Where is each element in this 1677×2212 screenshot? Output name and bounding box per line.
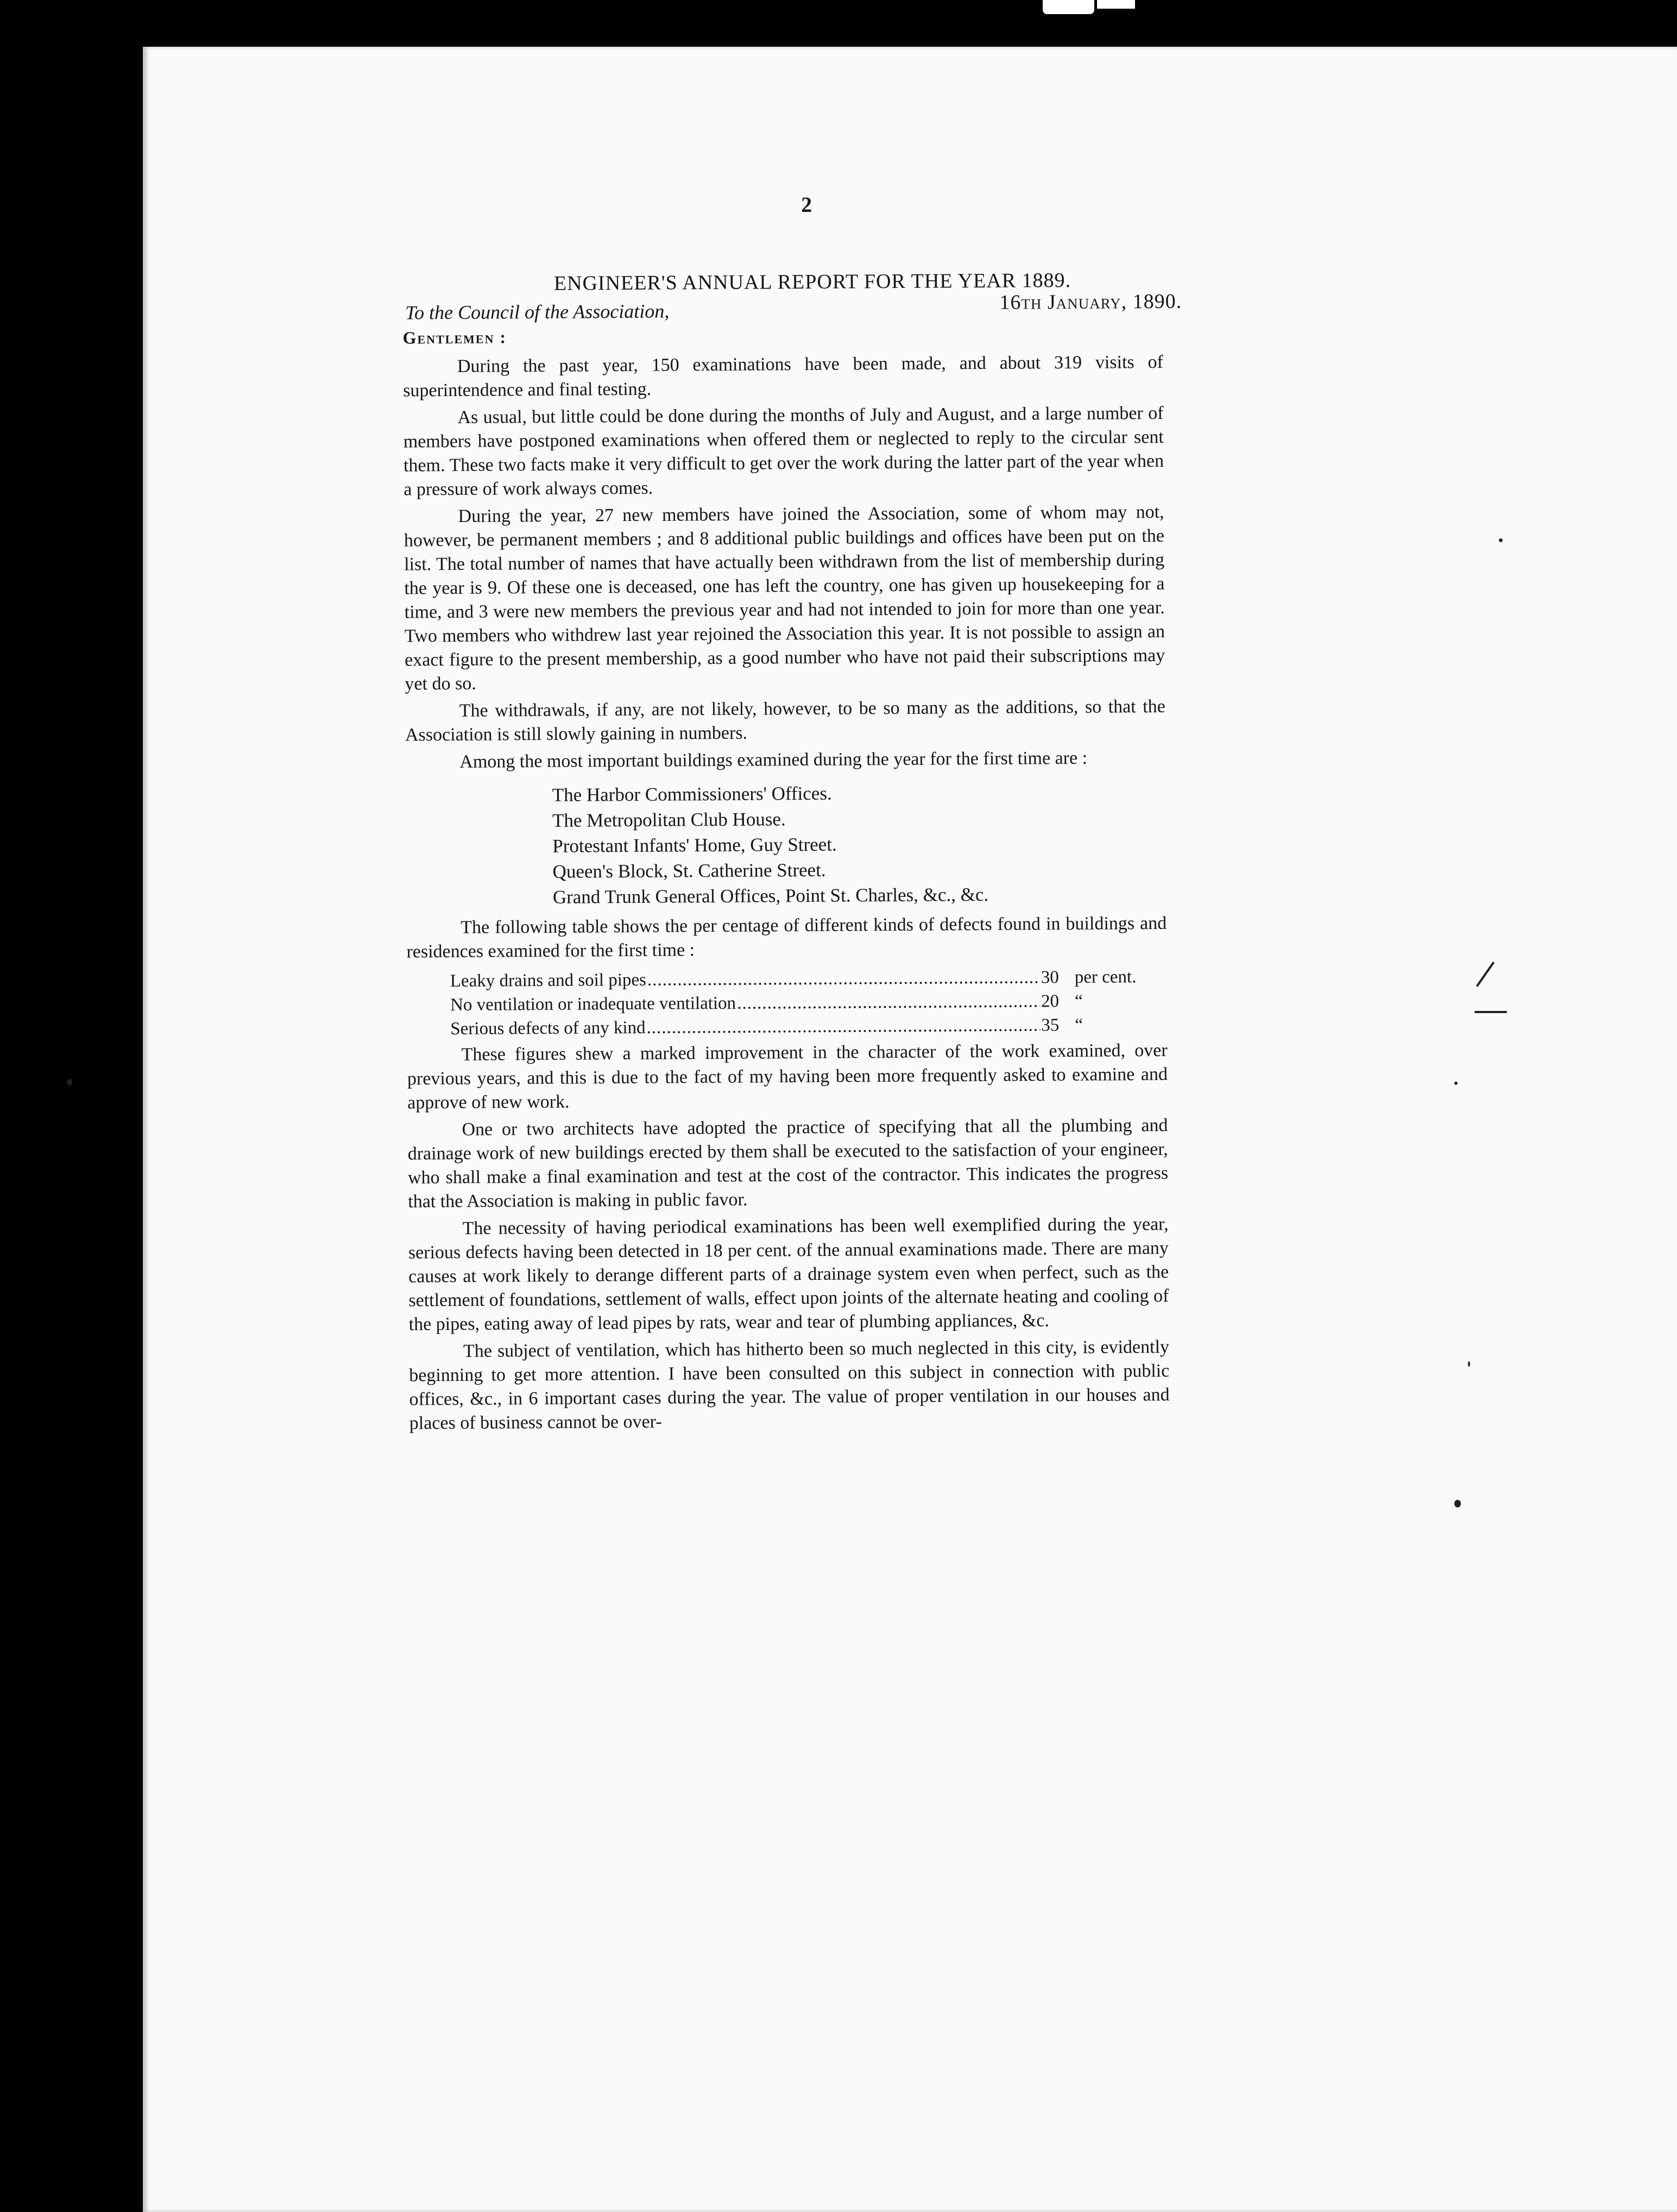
defect-value: 20 (1041, 991, 1060, 1011)
scan-speck (1474, 1011, 1507, 1013)
paragraph: During the past year, 150 examinations have been made, and about 319 visits of superintendence and final testing. (403, 352, 1164, 401)
paragraph: One or two architects have adopted the practice of specifying that all the plumbing and drainage work of new buildings erected by them shall be executed to the satisfaction of your engineer, who shall make a final examination and test at the cost of the contractor. This indicates the progress that the Association is making in public favor. (407, 1115, 1169, 1212)
defect-label: Leaky drains and soil pipes (450, 970, 647, 991)
scan-speck (1468, 1361, 1470, 1367)
report-title: ENGINEER'S ANNUAL REPORT FOR THE YEAR 1889. (553, 269, 1071, 295)
scan-edge-artifact (1097, 0, 1135, 9)
paragraph: The necessity of having periodical examinations has been well exemplified during the year, serious defects having been detected in 18 per cent. of the annual examinations made. There are many causes at work likely to derange different parts of a drainage system even when perfect, such as the settlement of foundations, settlement of walls, effect upon joints of the alternate heating and cooling of the pipes, eating away of lead pipes by rats, wear and tear of plumbing appliances, &c. (408, 1214, 1169, 1335)
defect-value: 30 (1041, 967, 1059, 988)
defect-label: Serious defects of any kind (450, 1017, 646, 1039)
defects-table (450, 965, 1173, 1041)
paragraph: Among the most important buildings examined during the year for the first time are : (459, 747, 1088, 772)
dot-leader (646, 1013, 1040, 1039)
table-row (450, 1013, 1172, 1041)
salutation: Gentlemen : (402, 327, 507, 348)
dot-leader (647, 965, 1040, 991)
defect-unit: per cent. (1074, 967, 1137, 988)
scan-edge-artifact (1043, 0, 1094, 14)
list-item: Protestant Infants' Home, Guy Street. (552, 833, 837, 857)
paragraph: During the year, 27 new members have joined the Association, some of whom may not, however, be permanent members ; and 8 additional public buildings and offices have been put on the list. The total number of names that have actually been withdrawn from the list of membership during the year is 9. Of these one is deceased, one has left the country, one has given up housekeeping for a time, and 3 were new members the previous year and had not intended to join for more than one year. Two members who withdrew last year rejoined the Association this year. It is not possible to assign an exact figure to the present membership, as a good number who have not paid their subscriptions may yet do so. (404, 502, 1165, 694)
scan-speck (1454, 1082, 1458, 1085)
addressee: To the Council of the Association, (405, 300, 670, 324)
report-body (369, 191, 1191, 1439)
list-item: The Harbor Commissioners' Offices. (552, 782, 832, 806)
scan-speck (1499, 538, 1503, 542)
report-date: 16th January, 1890. (999, 290, 1182, 314)
addressee-row (370, 290, 1184, 326)
paragraph: These figures shew a marked improvement in the character of the work examined, over previous years, and this is due to the fact of my having been more frequently asked to examine and approve of new work. (407, 1040, 1168, 1113)
paragraph: As usual, but little could be done during the months of July and August, and a large number of members have postponed examinations when offered them or neglected to reply to the circular sent them. These two facts make it very difficult to get over the work during the latter part of the year when a pressure of work always comes. (403, 403, 1164, 500)
buildings-list (552, 778, 1188, 910)
defect-value: 35 (1041, 1015, 1060, 1035)
defect-unit: “ (1075, 1015, 1083, 1035)
paragraph: The withdrawals, if any, are not likely, however, to be so many as the additions, so that the Association is still slowly gaining in numbers. (405, 696, 1165, 745)
defect-label: No ventilation or inadequate ventilation (450, 993, 736, 1015)
list-item: Queen's Block, St. Catherine Street. (552, 859, 826, 882)
dot-leader (737, 989, 1040, 1015)
scan-speck (1454, 1500, 1461, 1507)
page-number: 2 (800, 192, 812, 217)
scan-speck (1476, 962, 1495, 987)
table-intro: The following table shows the per centage of different kinds of defects found in buildings and residences examined for the first time : (406, 913, 1167, 962)
paragraph: The subject of ventilation, which has hitherto been so much neglected in this city, is evidently beginning to get more attention. I have been consulted on this subject in connection with public offices, &c., in 6 important cases during the year. The value of proper ventilation in our houses and places of business cannot be over- (409, 1337, 1170, 1434)
defect-unit: “ (1074, 991, 1083, 1011)
list-item: The Metropolitan Club House. (552, 808, 786, 831)
list-item: Grand Trunk General Offices, Point St. Charles, &c., &c. (552, 884, 989, 908)
scan-speck (67, 1079, 72, 1085)
